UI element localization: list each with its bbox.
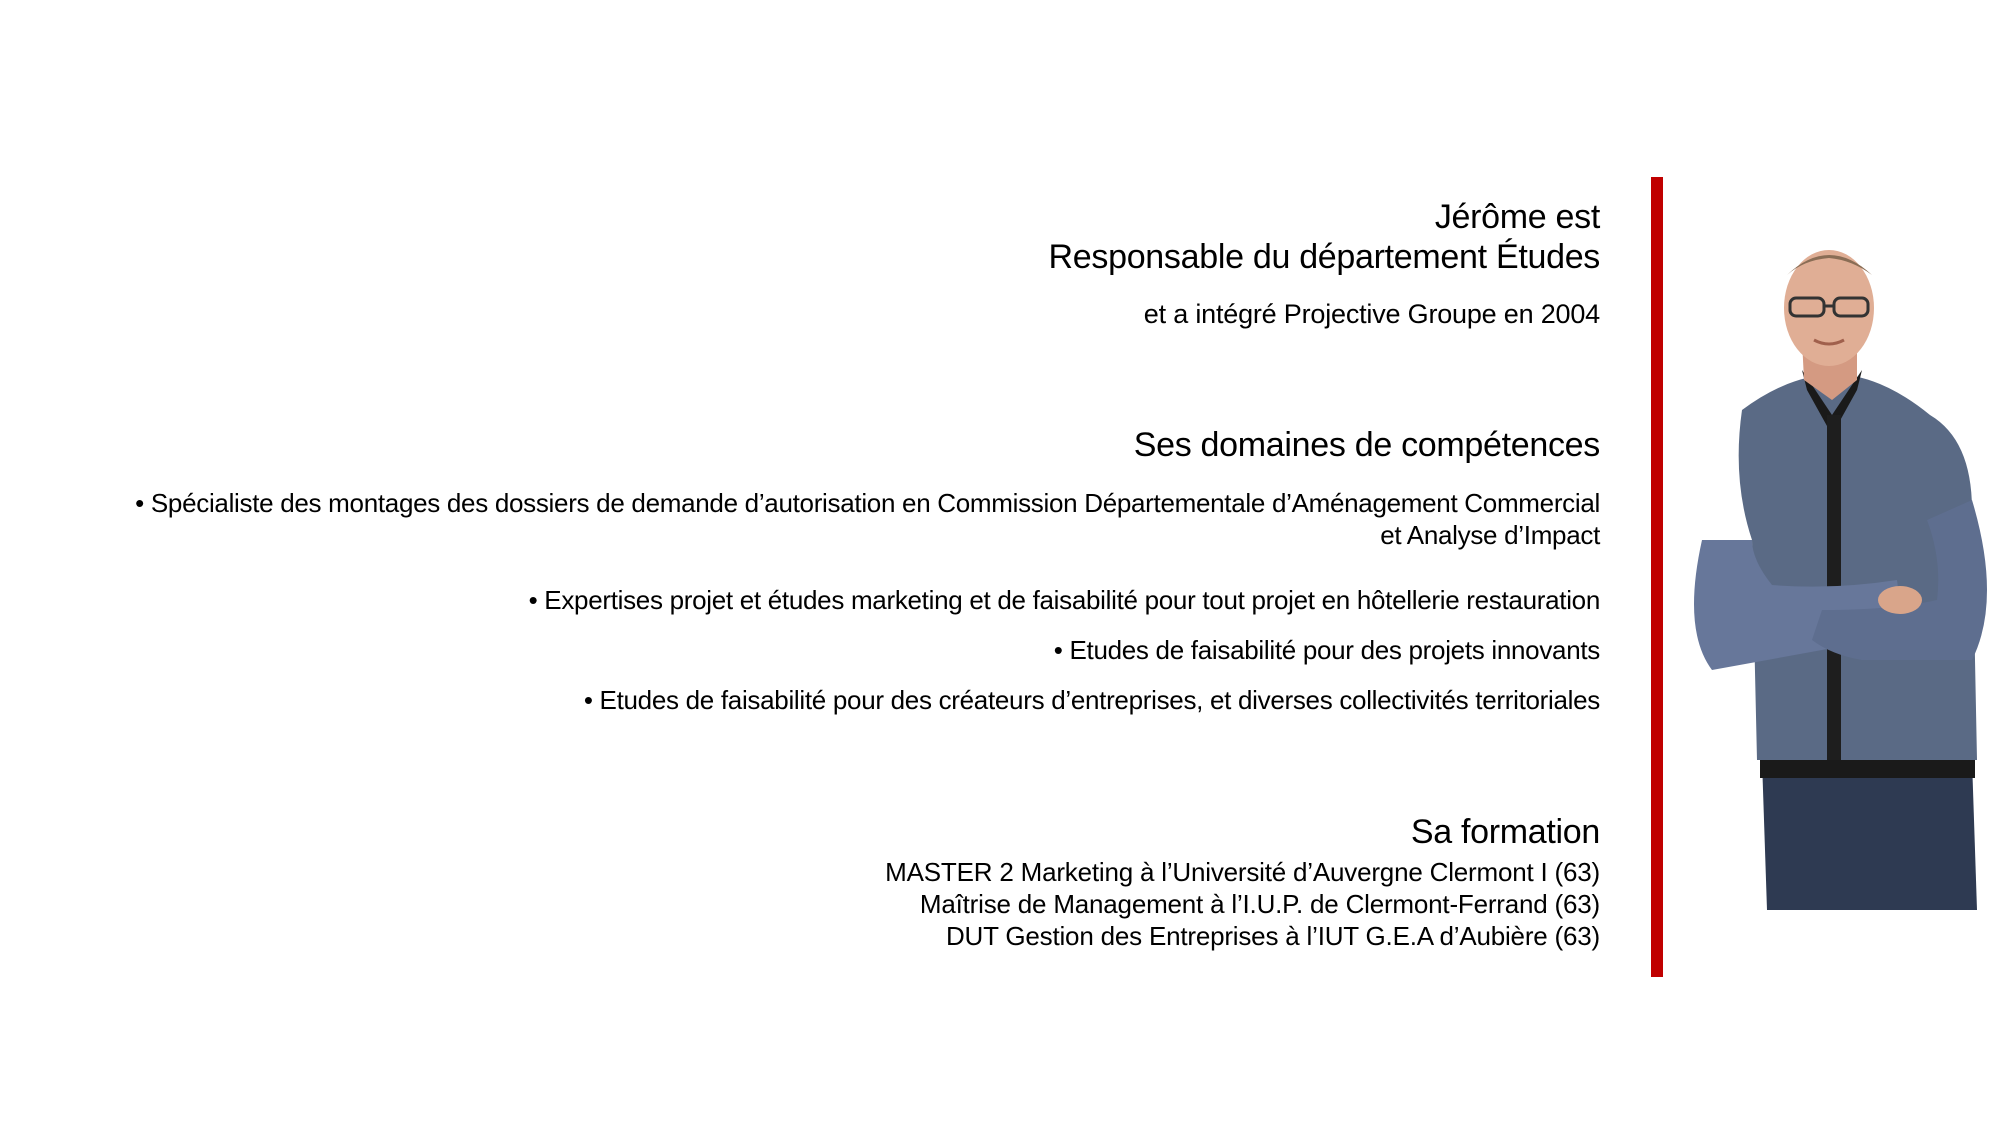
formation-heading: Sa formation xyxy=(1410,813,1600,851)
person-photo-icon xyxy=(1672,240,2000,910)
formation-line-2: Maîtrise de Management à l’I.U.P. de Clermont-Ferrand (63) xyxy=(919,889,1600,919)
portrait-photo xyxy=(1672,240,2000,910)
name-heading xyxy=(1049,197,1600,277)
skill-item-4: • Etudes de faisabilité pour des créateurs d’entreprises, et diverses collectivités territoriales xyxy=(583,685,1600,715)
skill-item-1 xyxy=(135,487,1600,551)
role-line: Responsable du département Études xyxy=(1048,238,1600,276)
name-line: Jérôme est xyxy=(1434,198,1600,236)
accent-divider xyxy=(1651,177,1663,977)
skill-item-2: • Expertises projet et études marketing et de faisabilité pour tout projet en hôtellerie restauration xyxy=(528,585,1600,615)
skills-heading: Ses domaines de compétences xyxy=(1133,426,1600,464)
skill-item-3: • Etudes de faisabilité pour des projets innovants xyxy=(1053,635,1600,665)
formation-list xyxy=(885,856,1600,952)
joined-line: et a intégré Projective Groupe en 2004 xyxy=(1143,299,1600,329)
skill-item-1-line2: et Analyse d’Impact xyxy=(1380,520,1600,550)
skill-item-1-line1: • Spécialiste des montages des dossiers de demande d’autorisation en Commission Départementale d’Aménagement Commercial xyxy=(135,488,1600,518)
formation-line-1: MASTER 2 Marketing à l’Université d’Auvergne Clermont I (63) xyxy=(885,857,1600,887)
formation-line-3: DUT Gestion des Entreprises à l’IUT G.E.A d’Aubière (63) xyxy=(945,921,1600,951)
